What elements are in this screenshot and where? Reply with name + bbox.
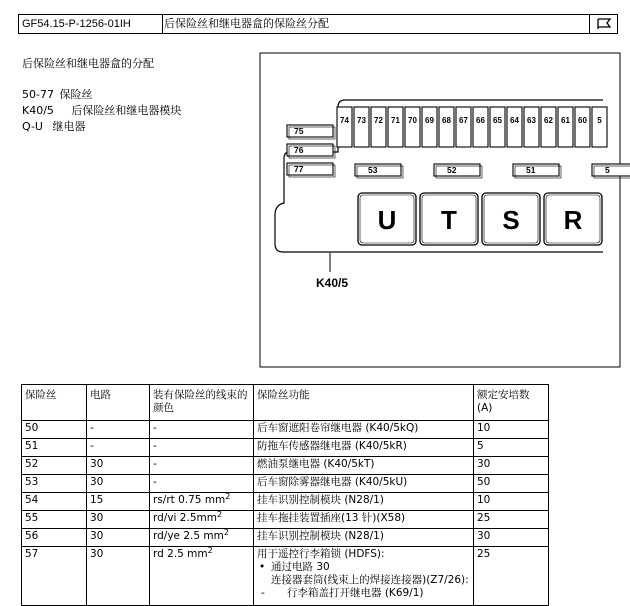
fuse-label: 73 — [357, 116, 366, 125]
fuse-label: 68 — [442, 116, 451, 125]
relay-label: T — [441, 205, 457, 235]
wire-color: rd/vi 2.5mm — [153, 512, 217, 524]
fuse-slot — [287, 163, 335, 177]
cell-function: 防拖车传感器继电器 (K40/5kR) — [254, 439, 474, 457]
cell-amps: 30 — [474, 457, 549, 475]
dash-item: - 行李箱盖打开继电器 (K69/1) — [287, 587, 470, 600]
fuse-slot — [456, 107, 471, 147]
relay-s — [482, 193, 540, 245]
cell-fuse: 56 — [22, 529, 87, 547]
table-row — [22, 475, 549, 493]
wire-color: rs/rt 0.75 mm — [153, 494, 226, 506]
fuse-slot — [558, 107, 573, 147]
fuse-label: 61 — [561, 116, 570, 125]
left-fuses — [287, 125, 335, 177]
mid-fuses — [355, 164, 630, 178]
cell-amps: 30 — [474, 529, 549, 547]
cell-amps: 25 — [474, 511, 549, 529]
cell-function: 后车窗除雾器继电器 (K40/5kU) — [254, 475, 474, 493]
function-title: 用于遥控行李箱锁 (HDFS): — [257, 548, 385, 560]
col-header: 电路 — [87, 385, 150, 421]
cell-fuse: 53 — [22, 475, 87, 493]
wire-color: - — [153, 476, 157, 488]
relay-label: U — [377, 205, 397, 235]
wire-color: - — [153, 422, 157, 434]
fuse-label: 67 — [459, 116, 468, 125]
fuse-slot — [592, 107, 607, 147]
cell-function: 挂车拖挂装置插座(13 针)(X58) — [254, 511, 474, 529]
fuse-label: 70 — [408, 116, 417, 125]
cell-color — [150, 547, 254, 606]
cell-circuit: - — [87, 439, 150, 457]
table-row — [22, 547, 549, 606]
bullet-item — [271, 561, 470, 600]
unit-sup: 2 — [223, 528, 229, 537]
table-row — [22, 511, 549, 529]
table-row — [22, 493, 549, 511]
module-label: K40/5 — [316, 276, 349, 290]
fuse-slot — [439, 107, 454, 147]
cell-circuit: 30 — [87, 547, 150, 606]
legend-code: K40/5 — [22, 104, 54, 117]
fuse-slot — [371, 107, 386, 147]
cell-fuse: 54 — [22, 493, 87, 511]
table-row — [22, 421, 549, 439]
relay-u — [358, 193, 416, 245]
fuse-label: 53 — [368, 165, 378, 175]
col-header: 保险丝功能 — [254, 385, 474, 421]
unit-sup: 2 — [207, 546, 213, 555]
cell-fuse: 52 — [22, 457, 87, 475]
cell-fuse: 55 — [22, 511, 87, 529]
cell-amps: 25 — [474, 547, 549, 606]
cell-function: 挂车识别控制模块 (N28/1) — [254, 493, 474, 511]
legend-desc: 保险丝 — [59, 88, 93, 101]
table-row — [22, 529, 549, 547]
cell-color — [150, 475, 254, 493]
cell-circuit: 30 — [87, 529, 150, 547]
fuse-label: 63 — [527, 116, 536, 125]
cell-function — [254, 547, 474, 606]
fuse-slot — [524, 107, 539, 147]
col-header: 保险丝 — [22, 385, 87, 421]
relay-label: R — [563, 205, 583, 235]
doc-title: 后保险丝和继电器盒的保险丝分配 — [164, 17, 329, 30]
fuse-slot — [337, 107, 352, 147]
doc-id: GF54.15-P-1256-01IH — [19, 15, 163, 33]
bullet-text: • 通过电路 30 — [271, 561, 330, 573]
fuse-label: 69 — [425, 116, 434, 125]
table-row — [22, 439, 549, 457]
cell-fuse: 57 — [22, 547, 87, 606]
fuse-slot — [592, 164, 630, 178]
cell-color — [150, 493, 254, 511]
cell-circuit: - — [87, 421, 150, 439]
fuse-slot — [473, 107, 488, 147]
fuse-slot — [575, 107, 590, 147]
fuse-label: 72 — [374, 116, 383, 125]
fuse-label: 5 — [605, 165, 610, 175]
fuse-slot — [434, 164, 482, 178]
cell-amps: 10 — [474, 421, 549, 439]
cell-amps: 10 — [474, 493, 549, 511]
fuse-label: 71 — [391, 116, 400, 125]
unit-sup: 2 — [216, 510, 223, 519]
cell-fuse: 51 — [22, 439, 87, 457]
cell-circuit: 15 — [87, 493, 150, 511]
cell-circuit: 30 — [87, 475, 150, 493]
unit-sup: 2 — [225, 492, 231, 501]
fuse-label: 76 — [294, 145, 304, 155]
fuse-label: 77 — [294, 164, 304, 174]
cell-circuit: 30 — [87, 511, 150, 529]
cell-amps: 50 — [474, 475, 549, 493]
fuse-label: 60 — [578, 116, 587, 125]
legend-desc: 继电器 — [52, 120, 86, 133]
legend-code: 50-77 — [22, 88, 54, 101]
fuse-slot — [490, 107, 505, 147]
fuse-slot — [513, 164, 561, 178]
wire-color: rd 2.5 mm — [153, 548, 208, 560]
cell-color — [150, 457, 254, 475]
col-header: 装有保险丝的线束的颜色 — [150, 385, 254, 421]
cell-function: 后车窗遮阳卷帘继电器 (K40/5kQ) — [254, 421, 474, 439]
relay-t — [420, 193, 478, 245]
cell-color — [150, 421, 254, 439]
fuse-slot — [541, 107, 556, 147]
top-fuses — [337, 107, 607, 147]
relays — [358, 193, 602, 245]
cell-function: 燃油泵继电器 (K40/5kT) — [254, 457, 474, 475]
fuse-label: 62 — [544, 116, 553, 125]
fuse-label: 74 — [340, 116, 349, 125]
table-header-row — [22, 385, 549, 421]
fuse-slot — [287, 125, 335, 139]
fuse-label: 5 — [597, 116, 602, 125]
fuse-slot — [354, 107, 369, 147]
relay-r — [544, 193, 602, 245]
wire-color: - — [153, 458, 157, 470]
cell-color — [150, 439, 254, 457]
col-header: 额定安培数 (A) — [474, 385, 549, 421]
fuse-slot — [405, 107, 420, 147]
wire-color: - — [153, 440, 157, 452]
cell-fuse: 50 — [22, 421, 87, 439]
fuse-label: 66 — [476, 116, 485, 125]
section-title: 后保险丝和继电器盒的分配 — [22, 57, 154, 70]
fuse-assignment-table — [21, 384, 549, 606]
fuse-slot — [355, 164, 403, 178]
legend-desc: 后保险丝和继电器模块 — [71, 104, 182, 117]
fuse-label: 64 — [510, 116, 519, 125]
table-row — [22, 457, 549, 475]
fuse-slot — [507, 107, 522, 147]
fuse-slot — [388, 107, 403, 147]
cell-circuit: 30 — [87, 457, 150, 475]
bullet-text-cont: 连接器套筒(线束上的焊接连接器)(Z7/26): — [271, 574, 469, 586]
fuse-slot — [287, 144, 335, 158]
fuse-label: 52 — [447, 165, 457, 175]
fuse-label: 65 — [493, 116, 502, 125]
fuse-label: 75 — [294, 126, 304, 136]
relay-label: S — [502, 205, 520, 235]
fuse-label: 51 — [526, 165, 536, 175]
fuse-box-diagram — [0, 0, 610, 300]
legend-code: Q-U — [22, 120, 43, 133]
cell-function: 挂车识别控制模块 (N28/1) — [254, 529, 474, 547]
cell-color — [150, 529, 254, 547]
fuse-slot — [422, 107, 437, 147]
cell-amps: 5 — [474, 439, 549, 457]
cell-color — [150, 511, 254, 529]
wire-color: rd/ye 2.5 mm — [153, 530, 224, 542]
